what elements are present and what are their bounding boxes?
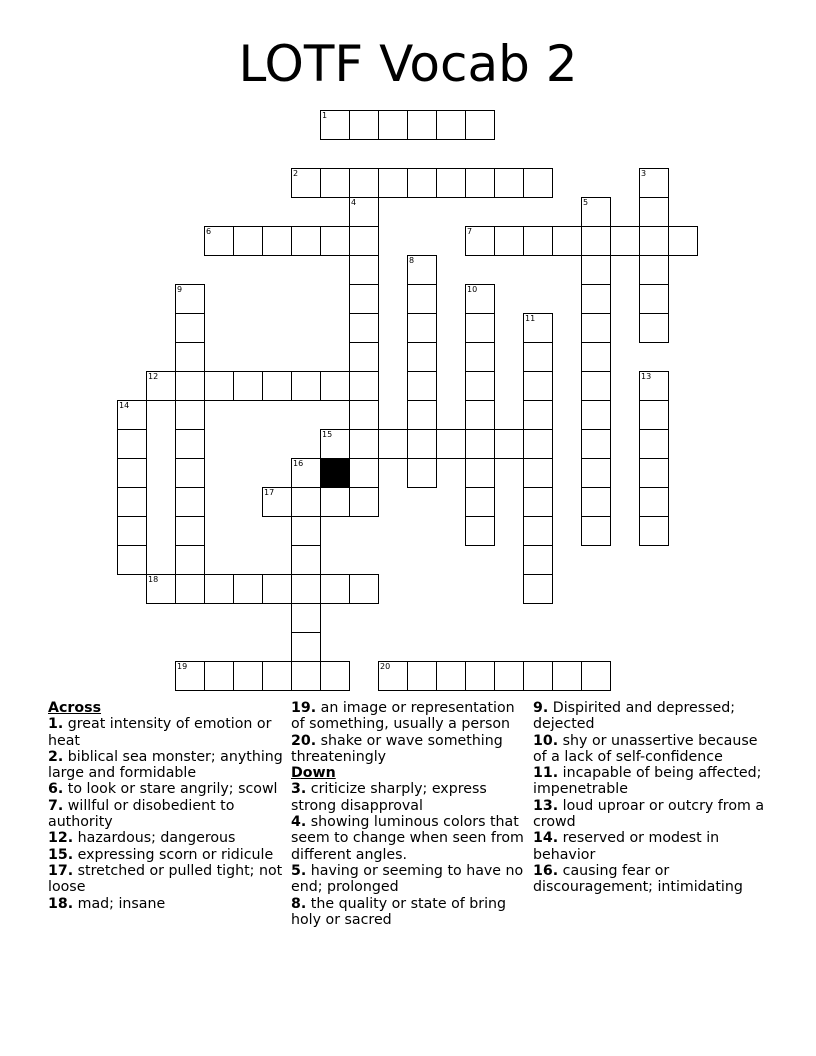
clue <box>48 896 283 912</box>
grid-cell[interactable] <box>465 516 495 546</box>
clue-number: 12 <box>148 372 159 381</box>
grid-cell[interactable] <box>349 429 379 459</box>
grid-cell[interactable] <box>291 168 321 198</box>
clue-number: 11. <box>533 765 559 782</box>
grid-cell[interactable] <box>175 545 205 575</box>
grid-cell[interactable] <box>233 574 263 604</box>
clue-number: 9. <box>533 700 549 716</box>
grid-cell[interactable] <box>349 574 379 604</box>
grid-cell[interactable] <box>494 226 524 256</box>
grid-cell[interactable] <box>581 661 611 691</box>
across-clue-list <box>48 716 283 912</box>
grid-cell[interactable] <box>465 487 495 517</box>
grid-cell[interactable] <box>639 516 669 546</box>
clue <box>291 733 526 766</box>
grid-cell[interactable] <box>233 226 263 256</box>
clue <box>48 716 283 749</box>
grid-cell[interactable] <box>436 110 466 140</box>
grid-cell[interactable] <box>581 516 611 546</box>
grid-cell[interactable] <box>320 574 350 604</box>
grid-cell[interactable] <box>581 226 611 256</box>
clue-number: 7 <box>467 227 473 236</box>
clue-number: 2 <box>293 169 299 178</box>
grid-cell[interactable] <box>204 371 234 401</box>
clue-number: 19 <box>177 662 188 671</box>
grid-cell[interactable] <box>175 574 205 604</box>
grid-cell[interactable] <box>523 574 553 604</box>
grid-cell[interactable] <box>320 371 350 401</box>
grid-cell[interactable] <box>291 661 321 691</box>
clue-number: 5. <box>291 862 307 879</box>
grid-cell[interactable] <box>320 168 350 198</box>
clue-text: shy or unassertive because of a lack of self-confidence <box>533 732 758 765</box>
grid-cell[interactable] <box>407 342 437 372</box>
grid-cell[interactable] <box>262 487 292 517</box>
grid-cell[interactable] <box>320 661 350 691</box>
grid-cell[interactable] <box>581 342 611 372</box>
grid-cell[interactable] <box>465 371 495 401</box>
grid-cell[interactable] <box>175 284 205 314</box>
clue-number: 1. <box>48 716 64 733</box>
grid-cell[interactable] <box>349 487 379 517</box>
clue <box>291 896 526 929</box>
across-down-clues-column <box>291 700 526 928</box>
grid-cell[interactable] <box>262 226 292 256</box>
grid-cell[interactable] <box>378 110 408 140</box>
grid-cell[interactable] <box>668 226 698 256</box>
grid-cell[interactable] <box>407 400 437 430</box>
grid-cell[interactable] <box>465 313 495 343</box>
grid-cell[interactable] <box>639 400 669 430</box>
grid-cell[interactable] <box>465 400 495 430</box>
grid-cell[interactable] <box>639 255 669 285</box>
grid-cell[interactable] <box>639 458 669 488</box>
down-clues-column-2 <box>533 700 773 896</box>
clue-number: 7. <box>48 797 64 814</box>
clue-number: 14 <box>119 401 130 410</box>
grid-cell[interactable] <box>204 226 234 256</box>
clue-text: having or seeming to have no end; prolonged <box>291 862 524 896</box>
grid-cell[interactable] <box>639 168 669 198</box>
grid-cell[interactable] <box>146 371 176 401</box>
clue-number: 5 <box>583 198 589 207</box>
grid-cell[interactable] <box>291 487 321 517</box>
grid-cell[interactable] <box>291 603 321 633</box>
clue-number: 18. <box>48 895 74 912</box>
grid-cell[interactable] <box>320 110 350 140</box>
grid-cell[interactable] <box>523 226 553 256</box>
grid-cell[interactable] <box>204 661 234 691</box>
clue <box>48 847 283 863</box>
clue-number: 12. <box>48 830 74 847</box>
grid-cell[interactable] <box>465 342 495 372</box>
clue-text: hazardous; dangerous <box>73 830 236 847</box>
clue-number: 8. <box>291 895 307 912</box>
clue-text: the quality or state of bring holy or sacred <box>291 895 507 928</box>
clue-number: 15 <box>322 430 333 439</box>
clue-text: showing luminous colors that seem to change when seen from different angles. <box>291 814 524 863</box>
clue-number: 18 <box>148 575 159 584</box>
grid-cell[interactable] <box>436 429 466 459</box>
grid-cell[interactable] <box>175 400 205 430</box>
grid-cell[interactable] <box>639 313 669 343</box>
clue-text: an image or representation of something, usually a person <box>291 700 515 733</box>
grid-cell[interactable] <box>523 371 553 401</box>
clue-number: 20. <box>291 732 317 749</box>
across-heading: Across <box>48 700 102 716</box>
grid-cell[interactable] <box>523 168 553 198</box>
clue-text: incapable of being affected; impenetrable <box>533 765 762 798</box>
grid-cell[interactable] <box>465 284 495 314</box>
grid-cell[interactable] <box>581 458 611 488</box>
grid-cell[interactable] <box>581 255 611 285</box>
grid-cell[interactable] <box>262 661 292 691</box>
grid-cell[interactable] <box>349 313 379 343</box>
grid-cell[interactable] <box>320 429 350 459</box>
clue <box>48 798 283 831</box>
grid-cell[interactable] <box>349 342 379 372</box>
grid-cell[interactable] <box>581 197 611 227</box>
grid-cell[interactable] <box>349 284 379 314</box>
grid-cell[interactable] <box>523 545 553 575</box>
clue-number: 16. <box>533 862 559 879</box>
grid-cell[interactable] <box>349 197 379 227</box>
clue-number: 16 <box>293 459 304 468</box>
grid-cell[interactable] <box>349 226 379 256</box>
grid-cell[interactable] <box>378 661 408 691</box>
clue-text: reserved or modest in behavior <box>533 830 720 863</box>
grid-cell[interactable] <box>117 429 147 459</box>
grid-cell[interactable] <box>523 342 553 372</box>
clue-number: 19. <box>291 700 317 716</box>
clue <box>48 830 283 846</box>
clue <box>291 814 526 863</box>
grid-cell[interactable] <box>494 429 524 459</box>
clue <box>291 863 526 896</box>
clue-text: biblical sea monster; anything large and formidable <box>48 748 283 782</box>
grid-cell[interactable] <box>175 371 205 401</box>
grid-cell[interactable] <box>494 168 524 198</box>
grid-cell[interactable] <box>465 661 495 691</box>
across-clues-column <box>48 700 283 912</box>
clue-text: expressing scorn or ridicule <box>73 846 274 863</box>
clue-number: 9 <box>177 285 183 294</box>
clue <box>48 749 283 782</box>
grid-cell[interactable] <box>175 342 205 372</box>
clue-number: 2. <box>48 748 64 765</box>
grid-cell[interactable] <box>320 487 350 517</box>
grid-cell[interactable] <box>523 313 553 343</box>
clue <box>48 781 283 797</box>
clue-text: shake or wave something threateningly <box>291 732 503 765</box>
grid-cell[interactable] <box>407 371 437 401</box>
across-clue-list-continued <box>291 700 526 765</box>
grid-cell[interactable] <box>291 545 321 575</box>
grid-cell[interactable] <box>291 574 321 604</box>
clue-number: 4. <box>291 814 307 831</box>
grid-cell[interactable] <box>146 574 176 604</box>
grid-cell[interactable] <box>291 371 321 401</box>
clue-text: criticize sharply; express strong disapproval <box>291 781 487 814</box>
clue-number: 3 <box>641 169 647 178</box>
grid-cell[interactable] <box>639 284 669 314</box>
grid-cell[interactable] <box>581 371 611 401</box>
grid-cell[interactable] <box>117 545 147 575</box>
grid-cell[interactable] <box>175 458 205 488</box>
grid-cell[interactable] <box>407 661 437 691</box>
clue <box>291 781 526 814</box>
grid-cell[interactable] <box>349 458 379 488</box>
grid-cell[interactable] <box>436 168 466 198</box>
grid-cell[interactable] <box>407 429 437 459</box>
grid-cell[interactable] <box>117 516 147 546</box>
grid-cell[interactable] <box>581 313 611 343</box>
clue-text: Dispirited and depressed; dejected <box>533 700 736 733</box>
grid-cell[interactable] <box>291 458 321 488</box>
grid-cell[interactable] <box>407 168 437 198</box>
grid-cell[interactable] <box>523 429 553 459</box>
grid-cell[interactable] <box>552 226 582 256</box>
down-clue-list <box>291 781 526 928</box>
grid-cell[interactable] <box>349 110 379 140</box>
grid-cell[interactable] <box>523 661 553 691</box>
clue-number: 17 <box>264 488 275 497</box>
clue <box>48 863 283 896</box>
clue-number: 13. <box>533 797 559 814</box>
clue-number: 17. <box>48 862 74 879</box>
clue-number: 1 <box>322 111 328 120</box>
clue-text: loud uproar or outcry from a crowd <box>533 797 765 831</box>
grid-cell[interactable] <box>581 284 611 314</box>
clue-text: stretched or pulled tight; not loose <box>48 862 283 896</box>
clue-text: willful or disobedient to authority <box>48 797 235 831</box>
grid-cell-black <box>320 458 350 488</box>
grid-cell[interactable] <box>581 429 611 459</box>
clue <box>533 830 773 863</box>
clue <box>533 863 773 896</box>
grid-cell[interactable] <box>204 574 234 604</box>
grid-cell[interactable] <box>233 371 263 401</box>
down-clue-list-continued <box>533 700 773 896</box>
grid-cell[interactable] <box>117 487 147 517</box>
grid-cell[interactable] <box>320 226 350 256</box>
grid-cell[interactable] <box>407 458 437 488</box>
grid-cell[interactable] <box>175 487 205 517</box>
grid-cell[interactable] <box>175 516 205 546</box>
grid-cell[interactable] <box>291 516 321 546</box>
grid-cell[interactable] <box>639 487 669 517</box>
grid-cell[interactable] <box>581 487 611 517</box>
clue <box>533 798 773 831</box>
grid-cell[interactable] <box>262 371 292 401</box>
grid-cell[interactable] <box>523 400 553 430</box>
grid-cell[interactable] <box>610 226 640 256</box>
grid-cell[interactable] <box>349 400 379 430</box>
grid-cell[interactable] <box>465 168 495 198</box>
grid-cell[interactable] <box>378 429 408 459</box>
grid-cell[interactable] <box>465 110 495 140</box>
clue-number: 10. <box>533 732 559 749</box>
grid-cell[interactable] <box>465 458 495 488</box>
clue-number: 6. <box>48 781 64 798</box>
grid-cell[interactable] <box>349 168 379 198</box>
grid-cell[interactable] <box>639 197 669 227</box>
down-heading: Down <box>291 765 336 782</box>
grid-cell[interactable] <box>639 429 669 459</box>
grid-cell[interactable] <box>581 400 611 430</box>
clue <box>533 733 773 766</box>
grid-cell[interactable] <box>117 458 147 488</box>
grid-cell[interactable] <box>291 226 321 256</box>
grid-cell[interactable] <box>378 168 408 198</box>
grid-cell[interactable] <box>523 516 553 546</box>
grid-cell[interactable] <box>552 661 582 691</box>
grid-cell[interactable] <box>494 661 524 691</box>
clue <box>291 700 526 733</box>
grid-cell[interactable] <box>436 661 466 691</box>
grid-cell[interactable] <box>407 110 437 140</box>
clue-number: 8 <box>409 256 415 265</box>
clue <box>533 765 773 798</box>
clue-text: to look or stare angrily; scowl <box>63 781 278 798</box>
grid-cell[interactable] <box>262 574 292 604</box>
clue-text: great intensity of emotion or heat <box>48 716 272 749</box>
clue-number: 6 <box>206 227 212 236</box>
grid-cell[interactable] <box>465 226 495 256</box>
grid-cell[interactable] <box>465 429 495 459</box>
grid-cell[interactable] <box>639 226 669 256</box>
grid-cell[interactable] <box>349 255 379 285</box>
clue-number: 10 <box>467 285 478 294</box>
clue <box>533 700 773 733</box>
clue-text: causing fear or discouragement; intimidating <box>533 862 743 896</box>
grid-cell[interactable] <box>407 284 437 314</box>
clue-number: 20 <box>380 662 391 671</box>
page-title: LOTF Vocab 2 <box>238 35 578 93</box>
grid-cell[interactable] <box>639 371 669 401</box>
grid-cell[interactable] <box>233 661 263 691</box>
grid-cell[interactable] <box>291 632 321 662</box>
clue-number: 15. <box>48 846 74 863</box>
grid-cell[interactable] <box>117 400 147 430</box>
clue-number: 14. <box>533 830 559 847</box>
clue-text: mad; insane <box>73 895 166 912</box>
grid-cell[interactable] <box>175 313 205 343</box>
grid-cell[interactable] <box>175 661 205 691</box>
grid-cell[interactable] <box>523 487 553 517</box>
grid-cell[interactable] <box>407 313 437 343</box>
clue-number: 3. <box>291 781 307 798</box>
grid-cell[interactable] <box>349 371 379 401</box>
grid-cell[interactable] <box>407 255 437 285</box>
clue-number: 11 <box>525 314 536 323</box>
grid-cell[interactable] <box>175 429 205 459</box>
grid-cell[interactable] <box>523 458 553 488</box>
clue-number: 13 <box>641 372 652 381</box>
clue-number: 4 <box>351 198 357 207</box>
